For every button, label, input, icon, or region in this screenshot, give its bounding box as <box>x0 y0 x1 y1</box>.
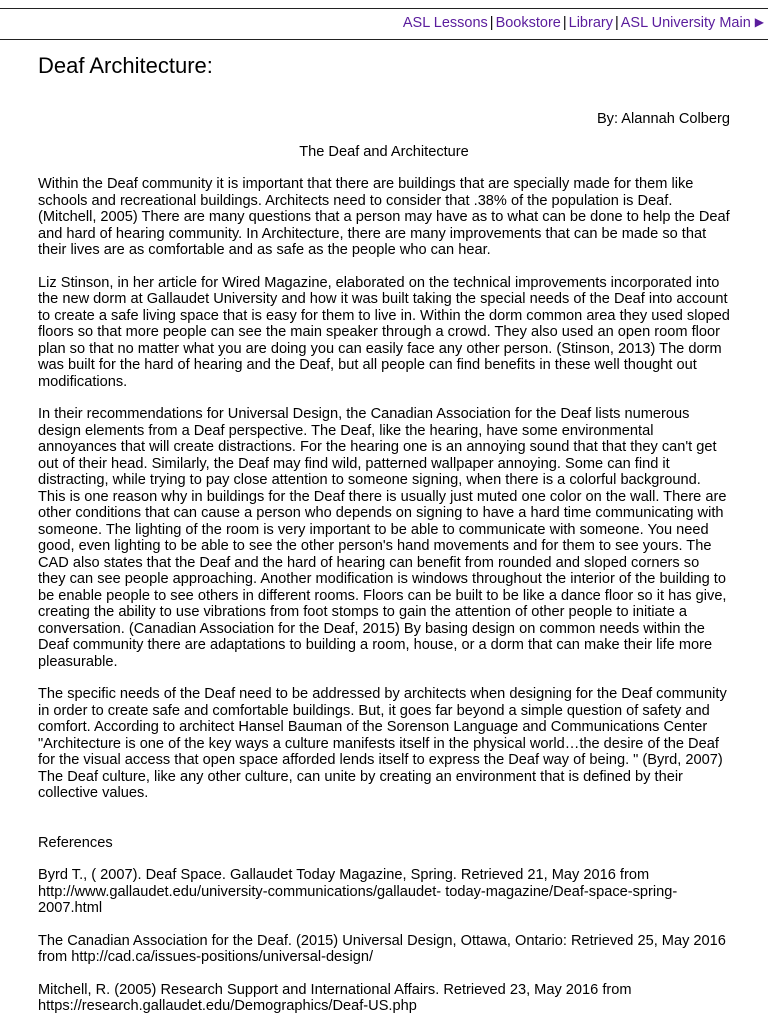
nav-separator: | <box>614 15 619 31</box>
nav-separator: | <box>489 15 494 31</box>
article-content <box>38 52 730 1015</box>
page-title: Deaf Architecture: <box>38 53 213 78</box>
nav-rule <box>0 39 768 40</box>
body-paragraph: Within the Deaf community it is important that there are buildings that are specially made for them like schools and recreational buildings. Architects need to consider that .38% of the population is Deaf. (Mitchell, 2005) There are many questions that a person may have as to what can be done to help the Deaf and hard of hearing community. In Architecture, there are many improvements that can be made so that their lives are as comfortable and as safe as the people who can hear. <box>38 176 730 258</box>
body-paragraph: In their recommendations for Universal Design, the Canadian Association for the Deaf lists numerous design elements from a Deaf perspective. The Deaf, like the hearing, have some environmental annoyances that will create distractions. For the hearing one is an annoying sound that that they can't get out of their head. Similarly, the Deaf may find wild, patterned wallpaper annoying. Some can find it distracting, while trying to pay close attention to someone signing, when there is a colorful background. This is one reason why in buildings for the Deaf there is usually just muted one color on the wall. There are other conditions that can cause a person who depends on signing to have a hard time communicating with someone. The lighting of the room is very important to be able to communicate with someone. You need good, even lighting to be able to see the other person's hand movements and for them to see yours. The CAD also states that the Deaf and the hard of hearing can benefit from rounded and sloped corners so they can see people approaching. Another modification is windows throughout the interior of the building to be enable people to see others in different rooms. Floors can be built to be like a dance floor so it has give, creating the ability to use vibrations from foot stomps to gain the attention of other people to initiate a conversation. (Canadian Association for the Deaf, 2015) By basing design on common needs within the Deaf community there are adaptations to building a room, house, or a dorm that can make their life more pleasurable. <box>38 406 727 670</box>
reference-entry: The Canadian Association for the Deaf. (2015) Universal Design, Ottawa, Ontario: Retrieved 25, May 2016 from http://cad.ca/issues-positions/universal-design/ <box>38 932 726 965</box>
top-rule <box>0 8 768 9</box>
references-heading: References <box>38 834 113 851</box>
article-subtitle: The Deaf and Architecture <box>299 143 469 160</box>
reference-entry: Mitchell, R. (2005) Research Support and International Affairs. Retrieved 23, May 2016 from https://research.gallaudet.edu/Demographics/Deaf-US.php <box>38 981 632 1014</box>
body-paragraph: The specific needs of the Deaf need to be addressed by architects when designing for the Deaf community in order to create safe and comfortable buildings. But, it goes far beyond a simple question of safety and comfort. According to architect Hansel Bauman of the Sorenson Language and Communications Center "Architecture is one of the key ways a culture manifests itself in the physical world…the desire of the Deaf for the visual access that open space afforded lends itself to express the Deaf way of being. " (Byrd, 2007) The Deaf culture, like any other culture, can unite by creating an environment that is defined by their collective values. <box>38 686 727 801</box>
nav-separator: | <box>562 15 567 31</box>
reference-entry: Byrd T., ( 2007). Deaf Space. Gallaudet Today Magazine, Spring. Retrieved 21, May 2016 from http://www.gallaudet.edu/university-communications/gallaudet- today-magazine/Deaf-space-spring-2007.html <box>38 867 678 916</box>
top-navigation <box>403 14 764 32</box>
right-triangle-icon[interactable]: ▶ <box>754 15 764 29</box>
nav-link-library[interactable]: Library <box>568 15 613 31</box>
nav-link-asl-lessons[interactable]: ASL Lessons <box>402 15 488 31</box>
nav-link-bookstore[interactable]: Bookstore <box>495 15 561 31</box>
author-byline: By: Alannah Colberg <box>596 111 730 127</box>
body-paragraph: Liz Stinson, in her article for Wired Magazine, elaborated on the technical improvements incorporated into the new dorm at Gallaudet University and how it was built taking the special needs of the Deaf into account to create a safe living space that is easy for them to live in. Within the dorm common area they used sloped floors so that more people can see the main speaker through a crowd. They also used an open room floor plan so that no matter what you are doing you can easily face any other person. (Stinson, 2013) The dorm was built for the hard of hearing and the Deaf, but all people can find benefits in these well thought out modifications. <box>38 274 730 390</box>
nav-link-asl-university-main[interactable]: ASL University Main <box>620 15 751 31</box>
